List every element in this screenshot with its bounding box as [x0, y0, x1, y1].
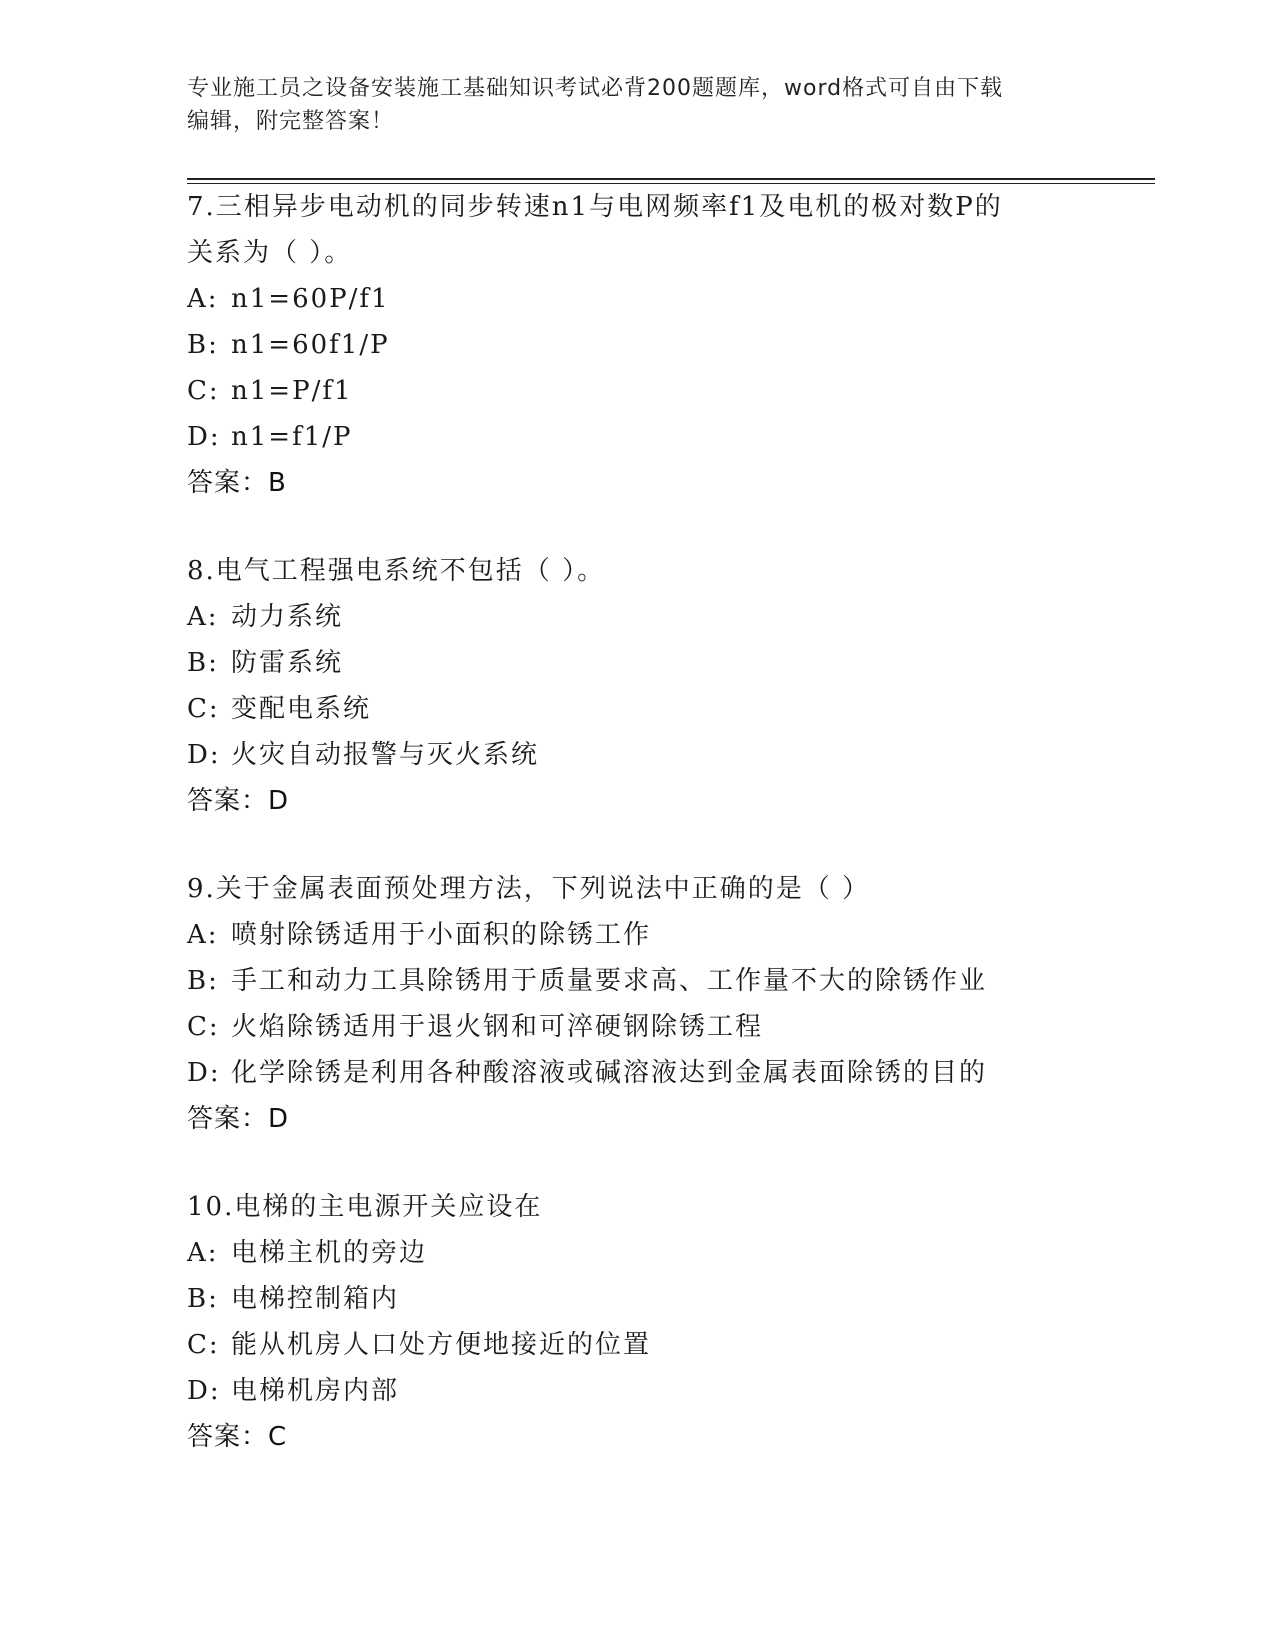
option-a [187, 1230, 1087, 1276]
option-key: A: [187, 1238, 219, 1268]
option-text: 手工和动力工具除锈用于质量要求高、工作量不大的除锈作业 [231, 966, 988, 996]
option-d [187, 414, 1087, 460]
option-key: C: [187, 1330, 220, 1360]
option-text: 变配电系统 [231, 694, 372, 724]
option-d [187, 1050, 1087, 1096]
option-d [187, 1368, 1087, 1414]
option-b [187, 640, 1087, 686]
option-b [187, 958, 1087, 1004]
answer-label: 答案：B [187, 468, 287, 498]
question-9 [187, 866, 1087, 1142]
option-key: B: [187, 1284, 219, 1314]
option-text: 电梯控制箱内 [231, 1284, 400, 1314]
option-text: n1=f1/P [231, 422, 353, 452]
question-8 [187, 548, 1087, 824]
option-text: 动力系统 [231, 602, 344, 632]
option-key: D: [187, 422, 221, 452]
option-b [187, 1276, 1087, 1322]
option-a [187, 594, 1087, 640]
option-key: A: [187, 602, 219, 632]
option-a [187, 912, 1087, 958]
header-line-2: 编辑，附完整答案！ [187, 109, 395, 134]
option-c [187, 686, 1087, 732]
option-text: 能从机房人口处方便地接近的位置 [231, 1330, 652, 1360]
document-header [187, 72, 1067, 138]
option-c [187, 1004, 1087, 1050]
option-key: C: [187, 1012, 220, 1042]
question-10 [187, 1184, 1087, 1460]
option-text: n1=60P/f1 [231, 284, 390, 314]
option-key: D: [187, 1376, 221, 1406]
option-c [187, 368, 1087, 414]
option-key: A: [187, 284, 219, 314]
option-a [187, 276, 1087, 322]
answer-label: 答案：D [187, 1104, 290, 1134]
question-stem-continued: 关系为（ ）。 [187, 238, 353, 268]
question-stem: 9.关于金属表面预处理方法，下列说法中正确的是（ ） [187, 874, 871, 904]
option-key: D: [187, 1058, 221, 1088]
option-d [187, 732, 1087, 778]
option-key: D: [187, 740, 221, 770]
option-key: B: [187, 648, 219, 678]
answer-label: 答案：C [187, 1422, 288, 1452]
header-line-1: 专业施工员之设备安装施工基础知识考试必背200题题库，word格式可自由下载 [187, 76, 1004, 101]
option-key: C: [187, 694, 220, 724]
question-stem: 7.三相异步电动机的同步转速n1与电网频率f1及电机的极对数P的 [187, 192, 1003, 222]
option-text: 电梯机房内部 [231, 1376, 400, 1406]
answer-label: 答案：D [187, 786, 290, 816]
option-key: C: [187, 376, 220, 406]
question-stem: 8.电气工程强电系统不包括（ ）。 [187, 556, 606, 586]
question-stem: 10.电梯的主电源开关应设在 [187, 1192, 543, 1222]
option-text: 火焰除锈适用于退火钢和可淬硬钢除锈工程 [231, 1012, 764, 1042]
option-text: n1=60f1/P [231, 330, 390, 360]
option-b [187, 322, 1087, 368]
option-text: 防雷系统 [231, 648, 344, 678]
option-text: n1=P/f1 [231, 376, 353, 406]
option-key: B: [187, 330, 219, 360]
option-key: B: [187, 966, 219, 996]
question-7 [187, 184, 1087, 506]
option-text: 火灾自动报警与灭火系统 [231, 740, 540, 770]
option-text: 化学除锈是利用各种酸溶液或碱溶液达到金属表面除锈的目的 [231, 1058, 988, 1088]
option-c [187, 1322, 1087, 1368]
option-text: 喷射除锈适用于小面积的除锈工作 [231, 920, 652, 950]
option-key: A: [187, 920, 219, 950]
option-text: 电梯主机的旁边 [231, 1238, 428, 1268]
